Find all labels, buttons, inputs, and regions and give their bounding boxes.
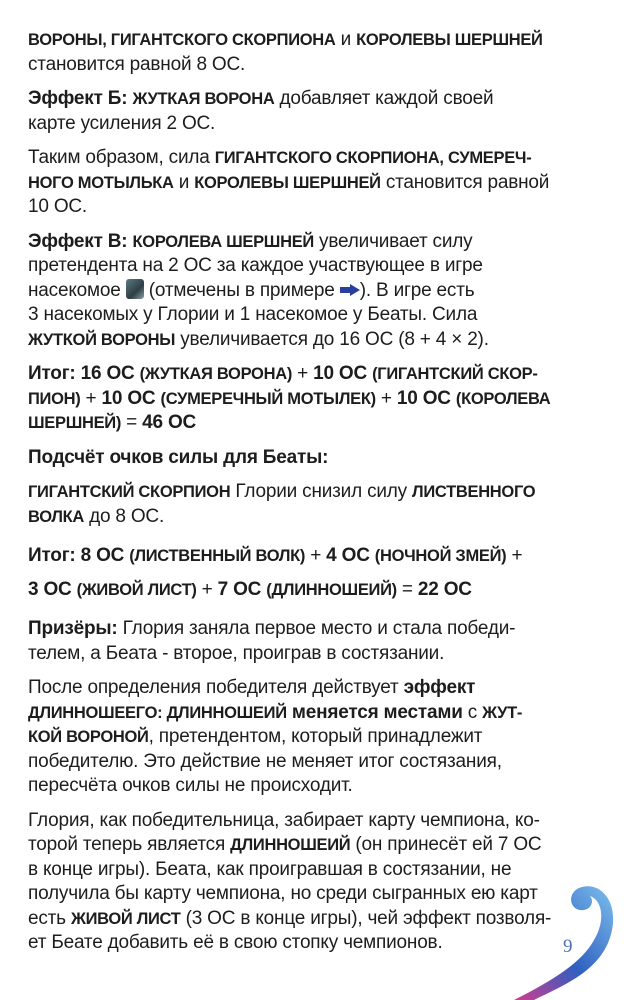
card-name: (ЖИВОЙ ЛИСТ)	[76, 581, 197, 599]
bold-text: Итог: 16 ОС	[28, 363, 140, 384]
paragraph	[28, 480, 598, 529]
bold-text: 7 ОС	[217, 579, 267, 600]
text: становится равной 8 ОС.	[28, 53, 246, 75]
bold-text: меняется местами	[286, 701, 463, 723]
text: и	[173, 171, 195, 193]
card-name: ЖУТКАЯ ВОРОНА	[132, 90, 275, 108]
bold-text: 46 ОС	[142, 412, 197, 433]
bold-text: 4 ОС	[326, 545, 375, 566]
card-name: (ЖУТКАЯ ВОРОНА)	[139, 365, 293, 383]
paragraph	[28, 362, 598, 436]
text: добавляет каждой своей карте усиления 2 ОС.	[28, 88, 494, 134]
card-name: (ГИГАНТСКИЙ СКОР- ПИОН)	[28, 365, 538, 408]
card-name: ЖУТКОЙ ВОРОНЫ	[28, 330, 176, 349]
rules-text	[28, 28, 598, 966]
text: (отмечены в примере	[143, 279, 340, 301]
card-name: КОРОЛЕВА ШЕРШНЕЙ	[132, 232, 314, 251]
bold-text: Призёры:	[28, 618, 123, 639]
bold-text: 3 ОС	[28, 579, 77, 600]
text: После определения победителя действует	[28, 677, 404, 698]
bold-text: Итог: 8 ОС	[28, 545, 130, 566]
text: ). В игре есть 3 насекомых у Глории и 1 насекомое у Беаты. Сила	[28, 279, 478, 325]
bold-text: 22 ОС	[417, 579, 472, 600]
paragraph	[28, 87, 598, 136]
wave-decoration-icon	[494, 870, 624, 1000]
arrow-right-icon	[340, 284, 360, 296]
text: =	[121, 412, 143, 433]
paragraph	[28, 446, 598, 471]
card-name: (НОЧНОЙ ЗМЕЙ)	[374, 547, 507, 565]
bold-text: 10 ОС	[101, 387, 161, 409]
insect-icon	[126, 279, 144, 299]
text: Глории снизил силу	[230, 481, 413, 502]
text: (он принесёт ей 7 ОС в конце игры). Беата, как проигравшая в состязании, не получила бы карту чемпиона, но среди сыгранных ею карт есть	[28, 834, 542, 929]
bold-text: 10 ОС	[313, 363, 373, 384]
bold-text: эффект	[403, 677, 476, 698]
paragraph	[28, 539, 598, 607]
card-name: (КОРОЛЕВА ШЕРШНЕЙ)	[28, 389, 551, 432]
card-name: КОРОЛЕВЫ ШЕРШНЕЙ	[356, 31, 543, 49]
text: +	[292, 363, 314, 384]
text: +	[511, 545, 523, 566]
paragraph	[28, 230, 598, 353]
text: Глория, как победительница, забирает карту чемпиона, ко- торой теперь является	[28, 809, 540, 855]
text: Глория заняла первое место и стала победи- телем, а Беата - второе, проиграв в состязании.	[28, 618, 516, 664]
text: +	[305, 545, 327, 566]
page-number: 9	[563, 936, 573, 957]
card-name: ЖИВОЙ ЛИСТ	[70, 909, 181, 928]
text: становится равной 10 ОС.	[28, 171, 550, 217]
card-name: ВОРОНЫ, ГИГАНТСКОГО СКОРПИОНА	[28, 31, 336, 49]
text: Таким образом, сила	[28, 147, 215, 168]
card-name: (СУМЕРЕЧНЫЙ МОТЫЛЕК)	[160, 389, 376, 408]
card-name: ГИГАНТСКОГО СКОРПИОНА, СУМЕРЕЧ- НОГО МОТЫЛЬКА	[28, 149, 532, 192]
card-name: (ДЛИННОШЕИЙ)	[266, 581, 397, 599]
bold-text: Эффект В:	[28, 230, 133, 252]
card-name: ДЛИННОШЕЕГО: ДЛИННОШЕИЙ	[28, 703, 287, 722]
card-name: (ЛИСТВЕННЫЙ ВОЛК)	[129, 547, 306, 565]
text: , претендентом, который принадлежит победителю. Это действие не меняет итог состязания, пересчёта очков силы не происходит.	[28, 726, 502, 796]
paragraph	[28, 28, 598, 77]
text: увеличивает силу претендента на 2 ОС за каждое участвующее в игре насекомое	[28, 230, 483, 301]
card-name: ДЛИННОШЕИЙ	[230, 836, 351, 854]
paragraph	[28, 617, 598, 666]
bold-text: Подсчёт очков силы для Беаты:	[28, 446, 329, 468]
text: с	[462, 701, 483, 723]
card-name: КОРОЛЕВЫ ШЕРШНЕЙ	[194, 173, 381, 192]
card-name: ЖУТ- КОЙ ВОРОНОЙ	[28, 703, 523, 746]
text: увеличивается до 16 ОС (8 + 4 × 2).	[175, 328, 489, 350]
card-name: ГИГАНТСКИЙ СКОРПИОН	[28, 483, 231, 501]
text: +	[80, 387, 102, 409]
text: (3 ОС в конце игры), чей эффект позволя- ет Беате добавить её в свою стопку чемпионов.	[28, 907, 552, 953]
text: до 8 ОС.	[84, 505, 165, 527]
paragraph	[28, 146, 598, 220]
text: +	[375, 387, 397, 409]
bold-text: 10 ОС	[396, 387, 456, 409]
paragraph	[28, 676, 598, 799]
text: +	[196, 579, 218, 600]
bold-text: Эффект Б:	[28, 88, 133, 109]
text: =	[396, 579, 418, 600]
text: и	[335, 29, 357, 50]
card-name: ЛИСТВЕННОГО ВОЛКА	[28, 483, 536, 526]
